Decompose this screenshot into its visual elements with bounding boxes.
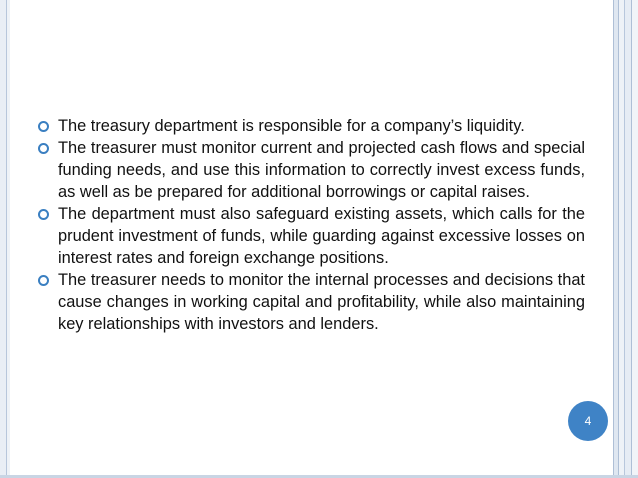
hollow-circle-bullet-icon <box>38 121 49 132</box>
bullet-text: The department must also safeguard existing assets, which calls for the prudent investment of funds, while guarding against excessive losses on interest rates and foreign exchange positions. <box>58 205 585 267</box>
bullet-item <box>36 203 585 269</box>
bullet-text: The treasury department is responsible for a company’s liquidity. <box>58 117 525 135</box>
page-number-badge: 4 <box>568 401 608 441</box>
hollow-circle-bullet-icon <box>38 209 49 220</box>
bullet-text: The treasurer needs to monitor the internal processes and decisions that cause changes in working capital and profitability, while also maintaining key relationships with investors and lenders. <box>58 271 585 333</box>
hollow-circle-bullet-icon <box>38 143 49 154</box>
slide-frame-right <box>610 0 638 478</box>
hollow-circle-bullet-icon <box>38 275 49 286</box>
bullet-list <box>36 115 585 335</box>
bullet-item <box>36 115 585 137</box>
bullet-item <box>36 137 585 203</box>
bullet-text: The treasurer must monitor current and projected cash flows and special funding needs, and use this information to correctly invest excess funds, as well as be prepared for additional borrowings or capital raises. <box>58 139 585 201</box>
bullet-item <box>36 269 585 335</box>
slide-frame-left <box>0 0 10 478</box>
